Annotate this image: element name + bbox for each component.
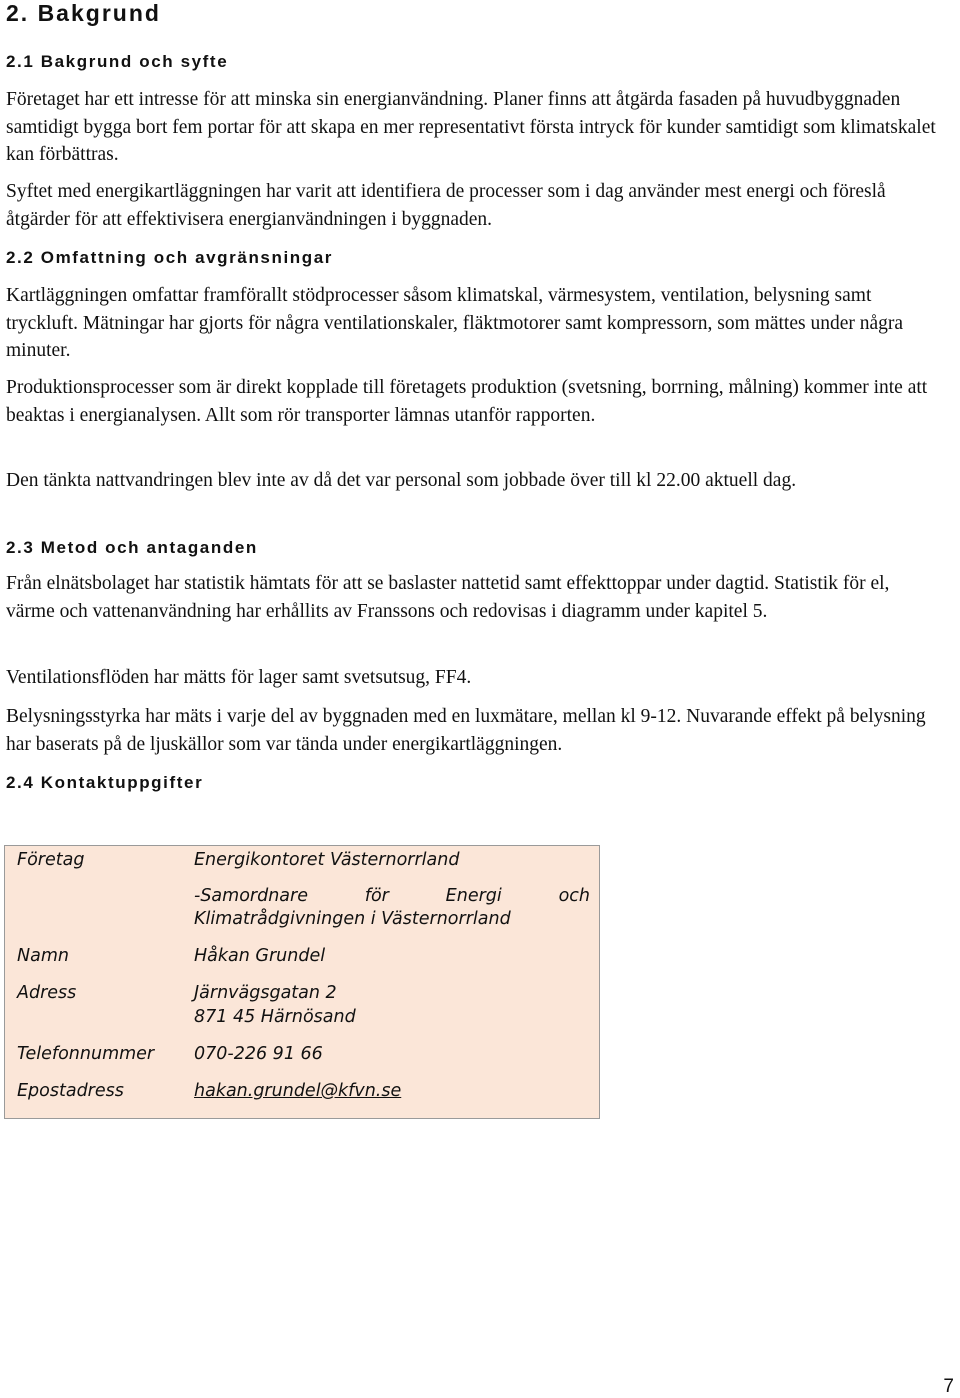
phone-label: Telefonnummer xyxy=(17,1044,155,1064)
paragraph-method-statistics: Från elnätsbolaget har statistik hämtats för att se baslaster nattetid samt effekttoppar under dagtid. Statistik för el, värme och vattenanvändning har erhållits av Franssons och redovisas i diagramm under kapitel 5. xyxy=(6,573,890,622)
paragraph-background: Företaget har ett intresse för att minska sin energianvändning. Planer finns att åtgärda fasaden på huvudbyggnaden samtidigt bygga bort fem portar för att skapa en mer representativt första intryck för kunder samtidigt som klimatskalet kan förbättras. xyxy=(6,89,936,165)
subsection-heading-2-1: 2.1 Bakgrund och syfte xyxy=(6,52,229,71)
paragraph-ventilation: Ventilationsflöden har mätts för lager samt svetsutsug, FF4. xyxy=(6,667,472,688)
company-note-line-1: -Samordnare för Energi och xyxy=(194,886,590,906)
section-heading-2: 2. Bakgrund xyxy=(6,0,161,26)
company-note-line-2: Klimatrådgivningen i Västernorrland xyxy=(194,909,511,929)
contact-table xyxy=(4,845,600,1119)
subsection-heading-2-2: 2.2 Omfattning och avgränsningar xyxy=(6,248,334,267)
address-line-1: Järnvägsgatan 2 xyxy=(194,983,337,1003)
subsection-heading-2-4: 2.4 Kontaktuppgifter xyxy=(6,773,204,792)
company-value: Energikontoret Västernorrland xyxy=(194,850,460,870)
email-link[interactable]: hakan.grundel@kfvn.se xyxy=(194,1081,402,1101)
name-value: Håkan Grundel xyxy=(194,946,326,966)
paragraph-night-walk: Den tänkta nattvandringen blev inte av då det var personal som jobbade över till kl 22.00 aktuell dag. xyxy=(6,470,797,491)
company-label: Företag xyxy=(17,850,85,870)
phone-value: 070-226 91 66 xyxy=(194,1044,323,1064)
paragraph-scope: Kartläggningen omfattar framförallt stödprocesser såsom klimatskal, värmesystem, ventilation, belysning samt tryckluft. Mätningar har gjorts för några ventilationskaler, fläktmotorer samt kompressorn, som mättes under några minuter. xyxy=(6,285,904,361)
paragraph-lighting: Belysningsstyrka har mäts i varje del av byggnaden med en luxmätare, mellan kl 9-12. Nuvarande effekt på belysning har baserats på de ljuskällor som var tända under energikartläggningen. xyxy=(6,706,926,755)
paragraph-purpose: Syftet med energikartläggningen har varit att identifiera de processer som i dag använder mest energi och föreslå åtgärder för att effektivisera energianvändningen i byggnaden. xyxy=(6,181,886,230)
address-line-2: 871 45 Härnösand xyxy=(194,1007,356,1027)
name-label: Namn xyxy=(17,946,69,966)
paragraph-exclusions: Produktionsprocesser som är direkt kopplade till företagets produktion (svetsning, borrning, målning) kommer inte att beaktas i energianalysen. Allt som rör transporter lämnas utanför rapporten. xyxy=(6,377,928,426)
subsection-heading-2-3: 2.3 Metod och antaganden xyxy=(6,538,258,557)
email-label: Epostadress xyxy=(17,1081,124,1101)
address-label: Adress xyxy=(17,983,77,1003)
page-number: 7 xyxy=(943,1376,954,1397)
